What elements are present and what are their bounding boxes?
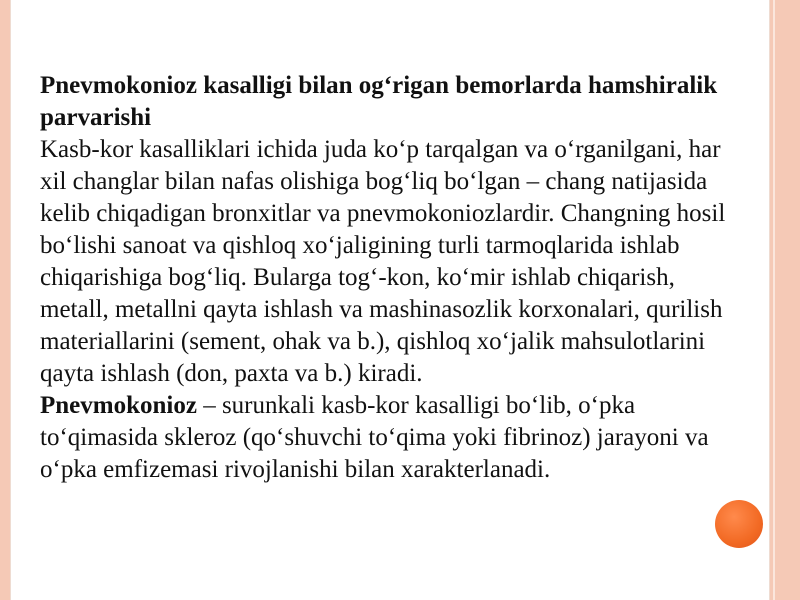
- definition-text: – surunkali kasb-kor kasalligi bo‘lib, o‘pka to‘qimasida skleroz (qo‘shuvchi to‘qima yoki fibrinoz) jarayoni va o‘pka emfizemasi rivojlanishi bilan xarakterlanadi.: [40, 392, 709, 483]
- definition-paragraph: [40, 390, 740, 486]
- slide-content: [40, 70, 740, 486]
- slide-title: Pnevmokonioz kasalligi bilan og‘rigan bemorlarda hamshiralik parvarishi: [40, 72, 718, 131]
- right-frame-line: [773, 0, 775, 600]
- left-frame-bar: [0, 0, 10, 600]
- body-paragraph: Kasb-kor kasalliklari ichida juda ko‘p tarqalgan va o‘rganilgani, har xil changlar bilan nafas olishiga bog‘liq bo‘lgan – chang natijasida kelib chiqadigan bronxitlar va pnevmokoniozlardir. Changning hosil bo‘lishi sanoat va qishloq xo‘jaligining turli tarmoqlarida ishlab chiqarishiga bog‘liq. Bularga tog‘-kon, ko‘mir ishlab chiqarish, metall, metallni qayta ishlash va mashinasozlik korxonalari, qurilish materiallarini (sement, ohak va b.), qishloq xo‘jalik mahsulotlarini qayta ishlash (don, paxta va b.) kiradi.: [40, 136, 726, 387]
- orange-accent-circle: [715, 500, 763, 548]
- definition-term: Pnevmokonioz: [40, 392, 197, 419]
